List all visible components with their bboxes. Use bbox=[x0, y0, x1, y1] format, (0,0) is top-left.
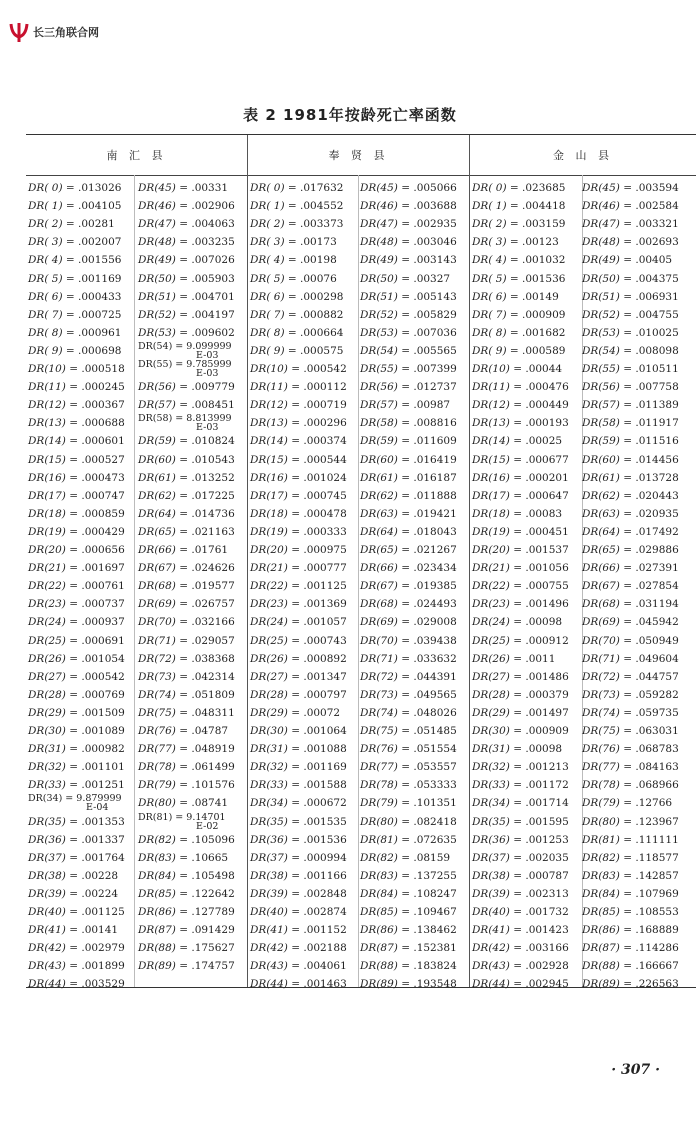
table-cell: DR(11) = .000112 bbox=[250, 381, 347, 394]
table-cell: DR(87) = .152381 bbox=[360, 942, 457, 955]
table-cell: DR(67) = .024626 bbox=[138, 562, 235, 575]
table-cell: DR(54) = .008098 bbox=[582, 344, 679, 357]
table-cell: DR(82) = .105096 bbox=[138, 833, 235, 846]
table-cell: DR(15) = .000527 bbox=[28, 453, 125, 466]
table-cell: DR(26) = .001054 bbox=[28, 652, 125, 665]
table-cell: DR(40) = .001125 bbox=[28, 906, 125, 918]
table-cell: DR(20) = .000656 bbox=[28, 544, 125, 556]
table-cell: DR( 3) = .002007 bbox=[28, 236, 122, 249]
table-cell: DR( 9) = .000698 bbox=[28, 344, 122, 357]
table-cell: DR(64) = .017492 bbox=[582, 525, 679, 538]
table-cell: DR(62) = .020443 bbox=[582, 489, 679, 502]
table-cell: DR(15) = .000677 bbox=[472, 453, 569, 466]
table-cell: DR(26) = .0011 bbox=[472, 652, 556, 665]
table-cell: DR(88) = .166667 bbox=[582, 960, 679, 973]
table-cell: DR(78) = .068966 bbox=[582, 779, 679, 792]
table-cell: DR(87) = .114286 bbox=[582, 942, 679, 955]
table-cell: DR(38) = .00228 bbox=[28, 869, 119, 882]
table-cell: DR(18) = .000859 bbox=[28, 507, 125, 520]
table-cell: DR(18) = .000478 bbox=[250, 507, 347, 520]
table-cell: DR(65) = .029886 bbox=[582, 544, 679, 556]
table-cell: DR(74) = .051809 bbox=[138, 688, 235, 701]
table-cell: DR( 9) = .000575 bbox=[250, 344, 344, 357]
table-cell: DR(61) = .013728 bbox=[582, 471, 679, 484]
table-cell: DR(36) = .001253 bbox=[472, 833, 569, 846]
table-cell: DR(13) = .000193 bbox=[472, 417, 569, 430]
table-cell: DR(14) = .000374 bbox=[250, 435, 347, 448]
table-cell: DR(86) = .127789 bbox=[138, 906, 235, 918]
table-cell: DR(52) = .004197 bbox=[138, 308, 235, 321]
table-cell: DR(82) = .118577 bbox=[582, 851, 679, 864]
table-cell: DR(69) = .026757 bbox=[138, 598, 235, 611]
table-cell: DR(66) = .01761 bbox=[138, 544, 229, 556]
table-cell: DR(86) = .138462 bbox=[360, 924, 457, 937]
table-cell: DR(53) = .010025 bbox=[582, 326, 679, 339]
table-cell: DR(61) = .013252 bbox=[138, 471, 235, 484]
table-cell: DR(50) = .005903 bbox=[138, 272, 235, 285]
column-header-nanhui: 南 汇 县 bbox=[106, 149, 167, 162]
table-cell: DR(56) = .007758 bbox=[582, 381, 679, 394]
table-cell: DR(20) = .000975 bbox=[250, 544, 347, 556]
table-cell: DR(39) = .002848 bbox=[250, 887, 347, 900]
table-cell: DR(34) = .001714 bbox=[472, 797, 569, 810]
table-cell: DR(17) = .000745 bbox=[250, 489, 347, 502]
table-cell: DR(33) = .001172 bbox=[472, 779, 569, 792]
table-cell: DR( 6) = .000298 bbox=[250, 290, 344, 303]
table-cell: DR(34) = 9.879999 E-04 bbox=[28, 793, 122, 814]
table-cell: DR(29) = .00072 bbox=[250, 706, 341, 719]
table-cell: DR( 4) = .001556 bbox=[28, 254, 122, 267]
table-cell: DR(41) = .001152 bbox=[250, 924, 347, 937]
table-cell: DR(76) = .04787 bbox=[138, 725, 229, 737]
table-cell: DR(82) = .08159 bbox=[360, 851, 451, 864]
table-cell: DR(16) = .000473 bbox=[28, 471, 125, 484]
table-cell: DR( 5) = .00076 bbox=[250, 272, 337, 285]
table-cell: DR(33) = .001588 bbox=[250, 779, 347, 792]
table-cell: DR(69) = .045942 bbox=[582, 616, 679, 629]
table-cell: DR(70) = .050949 bbox=[582, 634, 679, 647]
table-cell: DR(32) = .001213 bbox=[472, 761, 569, 774]
table-cell: DR(32) = .001169 bbox=[250, 761, 347, 774]
table-cell: DR(29) = .001509 bbox=[28, 706, 125, 719]
table-cell: DR(13) = .000296 bbox=[250, 417, 347, 430]
table-cell: DR( 6) = .000433 bbox=[28, 290, 122, 303]
table-cell: DR(64) = .014736 bbox=[138, 507, 235, 520]
table-cell: DR(43) = .002928 bbox=[472, 960, 569, 973]
table-cell: DR(73) = .042314 bbox=[138, 670, 235, 683]
table-cell: DR( 0) = .023685 bbox=[472, 182, 566, 194]
table-cell: DR(51) = .004701 bbox=[138, 290, 235, 303]
table-cell: DR( 1) = .004105 bbox=[28, 200, 122, 213]
header-rule bbox=[26, 175, 696, 176]
table-cell: DR(60) = .014456 bbox=[582, 453, 679, 466]
table-cell: DR(19) = .000429 bbox=[28, 525, 125, 538]
table-cell: DR( 7) = .000725 bbox=[28, 308, 122, 321]
table-cell: DR(79) = .101576 bbox=[138, 779, 235, 792]
table-cell: DR(49) = .00405 bbox=[582, 254, 673, 267]
table-cell: DR(40) = .002874 bbox=[250, 906, 347, 918]
table-cell: DR(79) = .101351 bbox=[360, 797, 457, 810]
table-cell: DR(16) = .001024 bbox=[250, 471, 347, 484]
table-cell: DR(78) = .053333 bbox=[360, 779, 457, 792]
table-cell: DR(55) = 9.785999 E-03 bbox=[138, 359, 232, 379]
table-cell: DR(72) = .044757 bbox=[582, 670, 679, 683]
table-cell: DR(75) = .048311 bbox=[138, 706, 235, 719]
table-cell: DR(84) = .108247 bbox=[360, 887, 457, 900]
table-cell: DR(25) = .000912 bbox=[472, 634, 569, 647]
table-cell: DR(58) = 8.813999 E-03 bbox=[138, 413, 232, 434]
table-cell: DR(23) = .001369 bbox=[250, 598, 347, 611]
table-cell: DR(28) = .000379 bbox=[472, 688, 569, 701]
table-cell: DR(14) = .000601 bbox=[28, 435, 125, 448]
column-header-jinshan: 金 山 县 bbox=[553, 149, 613, 162]
table-cell: DR(79) = .12766 bbox=[582, 797, 673, 810]
table-cell: DR(42) = .002188 bbox=[250, 942, 347, 955]
table-cell: DR(75) = .063031 bbox=[582, 725, 679, 737]
table-cell: DR(28) = .000769 bbox=[28, 688, 125, 701]
table-cell: DR(45) = .003594 bbox=[582, 182, 679, 194]
table-cell: DR( 9) = .000589 bbox=[472, 344, 566, 357]
table-cell: DR( 1) = .004552 bbox=[250, 200, 344, 213]
table-cell: DR(46) = .002906 bbox=[138, 200, 235, 213]
table-cell: DR(31) = .001088 bbox=[250, 743, 347, 756]
table-cell: DR(27) = .000542 bbox=[28, 670, 125, 683]
table-cell: DR(63) = .020935 bbox=[582, 507, 679, 520]
table-cell: DR(30) = .001064 bbox=[250, 725, 347, 737]
table-cell: DR(75) = .051485 bbox=[360, 725, 457, 737]
table-cell: DR(46) = .002584 bbox=[582, 200, 679, 213]
table-cell: DR(36) = .001337 bbox=[28, 833, 125, 846]
table-cell: DR(57) = .011389 bbox=[582, 399, 679, 412]
table-cell: DR(31) = .000982 bbox=[28, 743, 125, 756]
table-cell: DR(37) = .002035 bbox=[472, 851, 569, 864]
table-cell: DR(44) = .003529 bbox=[28, 978, 125, 991]
table-cell: DR(32) = .001101 bbox=[28, 761, 125, 774]
table-cell: DR(38) = .000787 bbox=[472, 869, 569, 882]
table-cell: DR(56) = .009779 bbox=[138, 381, 235, 394]
table-cell: DR(69) = .029008 bbox=[360, 616, 457, 629]
table-cell: DR(22) = .000755 bbox=[472, 580, 569, 593]
table-cell: DR( 7) = .000882 bbox=[250, 308, 344, 321]
table-cell: DR(34) = .000672 bbox=[250, 797, 347, 810]
table-cell: DR(39) = .00224 bbox=[28, 887, 119, 900]
column-divider bbox=[469, 135, 470, 987]
table-cell: DR(35) = .001595 bbox=[472, 815, 569, 828]
table-cell: DR(25) = .000691 bbox=[28, 634, 125, 647]
table-cell: DR(27) = .001486 bbox=[472, 670, 569, 683]
table-cell: DR( 3) = .00173 bbox=[250, 236, 337, 249]
table-cell: DR(21) = .000777 bbox=[250, 562, 347, 575]
table-cell: DR(37) = .001764 bbox=[28, 851, 125, 864]
page-number: · 307 · bbox=[611, 1062, 660, 1078]
column-header-fengxian: 奉 贤 县 bbox=[328, 149, 389, 162]
logo-icon bbox=[8, 21, 30, 43]
table-cell: DR(80) = .08741 bbox=[138, 797, 229, 810]
table-cell: DR(55) = .007399 bbox=[360, 363, 457, 375]
table-title: 表 2 1981年按龄死亡率函数 bbox=[243, 106, 457, 124]
table-cell: DR(83) = .142857 bbox=[582, 869, 679, 882]
table-cell: DR(42) = .003166 bbox=[472, 942, 569, 955]
table-cell: DR(50) = .00327 bbox=[360, 272, 451, 285]
table-cell: DR(42) = .002979 bbox=[28, 942, 125, 955]
table-cell: DR(59) = .011516 bbox=[582, 435, 679, 448]
table-cell: DR(11) = .000245 bbox=[28, 381, 125, 394]
table-cell: DR(84) = .105498 bbox=[138, 869, 235, 882]
table-cell: DR(86) = .168889 bbox=[582, 924, 679, 937]
table-cell: DR( 1) = .004418 bbox=[472, 200, 566, 213]
table-cell: DR(24) = .001057 bbox=[250, 616, 347, 629]
table-cell: DR(60) = .016419 bbox=[360, 453, 457, 466]
table-cell: DR(10) = .000518 bbox=[28, 363, 125, 375]
table-cell: DR(28) = .000797 bbox=[250, 688, 347, 701]
table-cell: DR(26) = .000892 bbox=[250, 652, 347, 665]
table-cell: DR(29) = .001497 bbox=[472, 706, 569, 719]
table-cell: DR(72) = .038368 bbox=[138, 652, 235, 665]
table-cell: DR(89) = .226563 bbox=[582, 978, 679, 991]
table-cell: DR(24) = .000937 bbox=[28, 616, 125, 629]
table-cell: DR(57) = .00987 bbox=[360, 399, 451, 412]
table-cell: DR(54) = .005565 bbox=[360, 344, 457, 357]
table-cell: DR(49) = .003143 bbox=[360, 254, 457, 267]
table-cell: DR(80) = .123967 bbox=[582, 815, 679, 828]
table-cell: DR(55) = .010511 bbox=[582, 363, 679, 375]
table-cell: DR(49) = .007026 bbox=[138, 254, 235, 267]
table-cell: DR(12) = .000367 bbox=[28, 399, 125, 412]
table-cell: DR(31) = .00098 bbox=[472, 743, 563, 756]
table-cell: DR(65) = .021163 bbox=[138, 525, 235, 538]
table-cell: DR(73) = .049565 bbox=[360, 688, 457, 701]
table-cell: DR(45) = .005066 bbox=[360, 182, 457, 194]
mortality-table bbox=[26, 134, 696, 991]
table-cell: DR(43) = .004061 bbox=[250, 960, 347, 973]
table-cell: DR(46) = .003688 bbox=[360, 200, 457, 213]
table-cell: DR(58) = .011917 bbox=[582, 417, 679, 430]
table-cell: DR( 8) = .000961 bbox=[28, 326, 122, 339]
table-cell: DR(89) = .174757 bbox=[138, 960, 235, 973]
table-cell: DR(22) = .000761 bbox=[28, 580, 125, 593]
table-cell: DR(25) = .000743 bbox=[250, 634, 347, 647]
table-cell: DR(24) = .00098 bbox=[472, 616, 563, 629]
table-cell: DR(67) = .019385 bbox=[360, 580, 457, 593]
table-cell: DR(68) = .024493 bbox=[360, 598, 457, 611]
table-cell: DR(68) = .031194 bbox=[582, 598, 679, 611]
table-cell: DR(22) = .001125 bbox=[250, 580, 347, 593]
column-divider bbox=[247, 135, 248, 987]
table-cell: DR(14) = .00025 bbox=[472, 435, 563, 448]
table-cell: DR(89) = .193548 bbox=[360, 978, 457, 991]
table-cell: DR(68) = .019577 bbox=[138, 580, 235, 593]
table-cell: DR(27) = .001347 bbox=[250, 670, 347, 683]
table-cell: DR(76) = .068783 bbox=[582, 743, 679, 756]
table-cell: DR(47) = .002935 bbox=[360, 218, 457, 231]
table-cell: DR(85) = .108553 bbox=[582, 906, 679, 918]
table-cell: DR( 2) = .003159 bbox=[472, 218, 566, 231]
table-cell: DR(21) = .001056 bbox=[472, 562, 569, 575]
table-cell: DR(53) = .007036 bbox=[360, 326, 457, 339]
table-cell: DR(74) = .059735 bbox=[582, 706, 679, 719]
table-cell: DR(10) = .00044 bbox=[472, 363, 563, 375]
table-cell: DR(33) = .001251 bbox=[28, 779, 125, 792]
subcolumn-divider bbox=[358, 175, 359, 987]
table-cell: DR(62) = .017225 bbox=[138, 489, 235, 502]
table-cell: DR(78) = .061499 bbox=[138, 761, 235, 774]
table-cell: DR(12) = .000719 bbox=[250, 399, 347, 412]
table-cell: DR(17) = .000747 bbox=[28, 489, 125, 502]
table-cell: DR(48) = .002693 bbox=[582, 236, 679, 249]
table-cell: DR(58) = .008816 bbox=[360, 417, 457, 430]
table-cell: DR(71) = .029057 bbox=[138, 634, 235, 647]
table-cell: DR(64) = .018043 bbox=[360, 525, 457, 538]
table-cell: DR(44) = .001463 bbox=[250, 978, 347, 991]
table-cell: DR(56) = .012737 bbox=[360, 381, 457, 394]
table-cell: DR(71) = .049604 bbox=[582, 652, 679, 665]
table-cell: DR( 4) = .00198 bbox=[250, 254, 337, 267]
table-cell: DR(17) = .000647 bbox=[472, 489, 569, 502]
table-cell: DR(50) = .004375 bbox=[582, 272, 679, 285]
table-cell: DR(13) = .000688 bbox=[28, 417, 125, 430]
table-cell: DR(45) = .00331 bbox=[138, 182, 229, 194]
table-cell: DR(40) = .001732 bbox=[472, 906, 569, 918]
table-cell: DR(66) = .023434 bbox=[360, 562, 457, 575]
table-cell: DR(51) = .006931 bbox=[582, 290, 679, 303]
table-cell: DR(52) = .005829 bbox=[360, 308, 457, 321]
table-cell: DR(81) = 9.14701 E-02 bbox=[138, 811, 226, 832]
site-logo bbox=[8, 20, 99, 44]
table-cell: DR(35) = .001535 bbox=[250, 815, 347, 828]
table-cell: DR(81) = .111111 bbox=[582, 833, 679, 846]
table-cell: DR(65) = .021267 bbox=[360, 544, 457, 556]
table-cell: DR(54) = 9.099999 E-03 bbox=[138, 340, 232, 361]
table-cell: DR(71) = .033632 bbox=[360, 652, 457, 665]
table-cell: DR( 5) = .001536 bbox=[472, 272, 566, 285]
table-cell: DR(88) = .183824 bbox=[360, 960, 457, 973]
table-cell: DR( 2) = .003373 bbox=[250, 218, 344, 231]
table-cell: DR(15) = .000544 bbox=[250, 453, 347, 466]
table-cell: DR(83) = .10665 bbox=[138, 851, 229, 864]
table-cell: DR(77) = .048919 bbox=[138, 743, 235, 756]
table-cell: DR(21) = .001697 bbox=[28, 562, 125, 575]
table-cell: DR( 0) = .017632 bbox=[250, 182, 344, 194]
table-cell: DR(16) = .000201 bbox=[472, 471, 569, 484]
table-cell: DR(20) = .001537 bbox=[472, 544, 569, 556]
table-cell: DR(36) = .001536 bbox=[250, 833, 347, 846]
table-cell: DR(59) = .011609 bbox=[360, 435, 457, 448]
table-cell: DR(41) = .001423 bbox=[472, 924, 569, 937]
table-cell: DR(51) = .005143 bbox=[360, 290, 457, 303]
table-cell: DR(19) = .000451 bbox=[472, 525, 569, 538]
table-cell: DR(19) = .000333 bbox=[250, 525, 347, 538]
table-cell: DR( 8) = .000664 bbox=[250, 326, 344, 339]
table-cell: DR(35) = .001353 bbox=[28, 815, 125, 828]
table-cell: DR(66) = .027391 bbox=[582, 562, 679, 575]
table-cell: DR(59) = .010824 bbox=[138, 435, 235, 448]
table-cell: DR(53) = .009602 bbox=[138, 326, 235, 339]
table-cell: DR(30) = .001089 bbox=[28, 725, 125, 737]
table-cell: DR(77) = .053557 bbox=[360, 761, 457, 774]
table-cell: DR( 5) = .001169 bbox=[28, 272, 122, 285]
table-cell: DR(85) = .109467 bbox=[360, 906, 457, 918]
table-cell: DR(70) = .039438 bbox=[360, 634, 457, 647]
table-cell: DR(48) = .003046 bbox=[360, 236, 457, 249]
table-cell: DR(38) = .001166 bbox=[250, 869, 347, 882]
table-cell: DR(23) = .001496 bbox=[472, 598, 569, 611]
table-cell: DR( 0) = .013026 bbox=[28, 182, 122, 194]
table-cell: DR(72) = .044391 bbox=[360, 670, 457, 683]
table-cell: DR(30) = .000909 bbox=[472, 725, 569, 737]
table-cell: DR(10) = .000542 bbox=[250, 363, 347, 375]
table-cell: DR(77) = .084163 bbox=[582, 761, 679, 774]
table-cell: DR( 7) = .000909 bbox=[472, 308, 566, 321]
table-cell: DR(74) = .048026 bbox=[360, 706, 457, 719]
table-cell: DR(48) = .003235 bbox=[138, 236, 235, 249]
table-cell: DR(85) = .122642 bbox=[138, 887, 235, 900]
table-cell: DR( 2) = .00281 bbox=[28, 218, 115, 231]
table-cell: DR(44) = .002945 bbox=[472, 978, 569, 991]
table-cell: DR(83) = .137255 bbox=[360, 869, 457, 882]
table-cell: DR(41) = .00141 bbox=[28, 924, 119, 937]
table-cell: DR(37) = .000994 bbox=[250, 851, 347, 864]
table-cell: DR(73) = .059282 bbox=[582, 688, 679, 701]
table-cell: DR(67) = .027854 bbox=[582, 580, 679, 593]
table-cell: DR(80) = .082418 bbox=[360, 815, 457, 828]
table-cell: DR(23) = .000737 bbox=[28, 598, 125, 611]
table-cell: DR(47) = .004063 bbox=[138, 218, 235, 231]
table-cell: DR(87) = .091429 bbox=[138, 924, 235, 937]
subcolumn-divider bbox=[134, 175, 135, 987]
table-cell: DR( 8) = .001682 bbox=[472, 326, 566, 339]
table-cell: DR(52) = .004755 bbox=[582, 308, 679, 321]
table-cell: DR( 6) = .00149 bbox=[472, 290, 559, 303]
table-cell: DR(84) = .107969 bbox=[582, 887, 679, 900]
table-cell: DR(12) = .000449 bbox=[472, 399, 569, 412]
table-cell: DR(81) = .072635 bbox=[360, 833, 457, 846]
table-cell: DR(47) = .003321 bbox=[582, 218, 679, 231]
table-cell: DR(11) = .000476 bbox=[472, 381, 569, 394]
table-cell: DR(88) = .175627 bbox=[138, 942, 235, 955]
table-cell: DR(62) = .011888 bbox=[360, 489, 457, 502]
table-cell: DR(63) = .019421 bbox=[360, 507, 457, 520]
table-cell: DR(60) = .010543 bbox=[138, 453, 235, 466]
table-cell: DR(70) = .032166 bbox=[138, 616, 235, 629]
table-cell: DR(61) = .016187 bbox=[360, 471, 457, 484]
table-cell: DR(18) = .00083 bbox=[472, 507, 563, 520]
table-cell: DR( 4) = .001032 bbox=[472, 254, 566, 267]
table-cell: DR(76) = .051554 bbox=[360, 743, 457, 756]
table-cell: DR(43) = .001899 bbox=[28, 960, 125, 973]
site-name: 长三角联合网 bbox=[33, 26, 99, 39]
table-cell: DR(57) = .008451 bbox=[138, 399, 235, 412]
table-cell: DR( 3) = .00123 bbox=[472, 236, 559, 249]
table-cell: DR(39) = .002313 bbox=[472, 887, 569, 900]
